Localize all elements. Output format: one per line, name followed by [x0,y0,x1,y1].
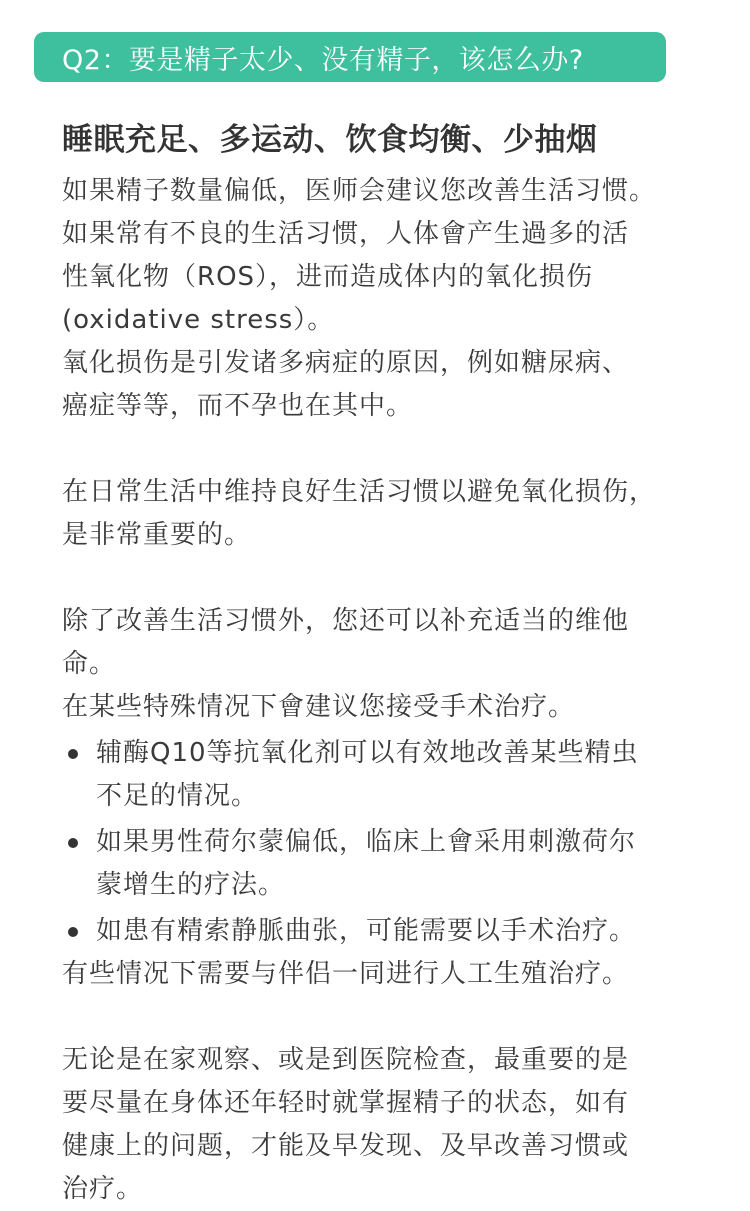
spacer [62,996,722,1039]
text-line: 要尽量在身体还年轻时就掌握精子的状态，如有 [62,1088,630,1118]
text-line: 除了改善生活习惯外，您还可以补充适当的维他 [62,606,630,636]
text-line: 无论是在家观察、或是到医院检查，最重要的是 [62,1045,630,1075]
paragraph-habits [62,471,722,557]
spacer [62,557,722,600]
text-line: 蒙增生的疗法。 [96,870,286,900]
paragraph-conclusion [62,1039,722,1211]
text-line: 不足的情况。 [96,781,259,811]
text-line: (oxidative stress）。 [62,305,335,335]
text-line: 是非常重要的。 [62,520,252,550]
paragraph-partner [62,953,722,996]
text-line: 治疗。 [62,1174,144,1204]
text-line: 如患有精索静脈曲张，可能需要以手术治疗。 [96,916,637,946]
text-line: 在日常生活中维持良好生活习惯以避免氧化损伤， [62,477,657,507]
bullet-icon [68,838,78,848]
treatment-list [62,732,722,953]
text-line: 如果常有不良的生活习惯，人体會产生過多的活 [62,219,630,249]
text-line: 性氧化物（ROS），进而造成体内的氧化损伤 [62,262,594,292]
list-item [62,910,722,953]
list-item [62,732,722,818]
question-banner [34,32,666,82]
text-line: 如果精子数量偏低，医师会建议您改善生活习惯。 [62,176,657,206]
text-line: 辅酶Q10等抗氧化剂可以有效地改善某些精虫 [96,738,639,768]
text-line: 如果男性荷尔蒙偏低，临床上會采用刺激荷尔 [96,827,637,857]
text-line: 氧化损伤是引发诸多病症的原因，例如糖尿病、 [62,348,630,378]
list-item [62,821,722,907]
section-heading: 睡眠充足、多运动、饮食均衡、少抽烟 [62,122,598,158]
text-line: 有些情况下需要与伴侣一同进行人工生殖治疗。 [62,959,630,989]
spacer [62,428,722,471]
article-body [62,170,722,1211]
paragraph-lifestyle [62,170,722,428]
text-line: 癌症等等，而不孕也在其中。 [62,391,414,421]
paragraph-vitamins [62,600,722,729]
text-line: 在某些特殊情况下會建议您接受手术治疗。 [62,692,576,722]
question-text: Q2：要是精子太少、没有精子，该怎么办? [62,44,584,76]
bullet-icon [68,927,78,937]
text-line: 健康上的问题，才能及早发现、及早改善习惯或 [62,1131,630,1161]
bullet-icon [68,749,78,759]
text-line: 命。 [62,649,117,679]
